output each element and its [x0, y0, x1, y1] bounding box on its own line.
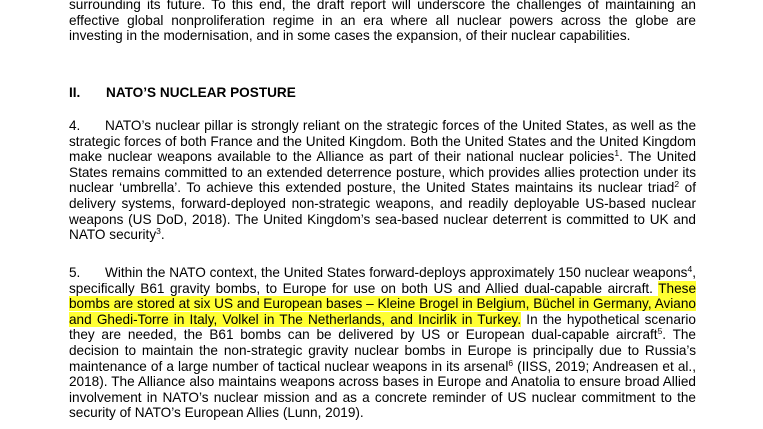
paragraph-number: 5. [69, 265, 81, 280]
section-title: NATO’S NUCLEAR POSTURE [106, 85, 296, 100]
paragraph-text: Within the NATO context, the United States forward-deploys approximately 150 nuclear weapons [105, 265, 688, 280]
paragraph-text: . The decision to maintain the non-strategic gravity nuclear bombs in Europe is principally due to Russia’s maintenance of a large number of tactical nuclear weapons in its arsenal [69, 327, 696, 374]
paragraph-text: , specifically B61 gravity bombs, to Europe for use on both US and Allied dual-capable aircraft. [69, 265, 696, 296]
paragraph-text: In the hypothetical scenario they are needed, the B61 bombs can be delivered by US or European dual-capable aircraft [69, 311, 696, 343]
footnote-ref[interactable]: 2 [674, 179, 680, 190]
paragraph-5 [69, 265, 696, 421]
footnote-ref[interactable]: 4 [687, 264, 693, 274]
section-heading [69, 85, 296, 101]
paragraph-text: of delivery systems, forward-deployed non-strategic weapons, and readily deployable US-based nuclear weapons (US DoD, 2018). The United Kingdom’s sea-based nuclear deterrent is committed to UK and NATO security [69, 180, 696, 243]
footnote-ref[interactable]: 6 [508, 357, 514, 368]
section-number: II. [69, 85, 81, 100]
intro-text: surrounding its future. To this end, the draft report will underscore the challenges of maintaining an effective global nonproliferation regime in an era where all nuclear powers across the globe are investing in the modernisation, and in some cases the expansion, of their nuclear capabilities. [69, 0, 696, 44]
footnote-ref[interactable]: 3 [156, 226, 161, 237]
paragraph-number: 4. [69, 118, 81, 133]
highlighted-text: These bombs are stored at six US and European bases – Kleine Brogel in Belgium, Büchel in Germany, Aviano and Ghedi-Torre in Italy, Volkel in The Netherlands, and Incirlik in Turkey. [69, 280, 696, 327]
paragraph-text: . [160, 227, 165, 243]
paragraph-text: NATO’s nuclear pillar is strongly reliant on the strategic forces of the United States, as well as the strategic forces of both France and the United Kingdom. Both the United States and the United Kingdom make nuclear weapons available to the Alliance as part of their national nuclear policies [69, 118, 696, 165]
paragraph-text: (IISS, 2019; Andreasen et al., 2018). The Alliance also maintains weapons across bases in Europe and Anatolia to ensure broad Allied involvement in NATO’s nuclear mission and as a concrete reminder of US nuclear commitment to the security of NATO’s European Allies (Lunn, 2019). [69, 358, 696, 421]
footnote-ref[interactable]: 1 [614, 148, 620, 159]
footnote-ref[interactable]: 5 [657, 326, 663, 337]
intro-paragraph [69, 0, 696, 44]
paragraph-4 [69, 118, 696, 243]
paragraph-text: . The United States remains committed to an extended deterrence posture, which provides allies protection under its nuclear ‘umbrella’. To achieve this extended posture, the United States maintains its nuclear triad [69, 149, 696, 196]
